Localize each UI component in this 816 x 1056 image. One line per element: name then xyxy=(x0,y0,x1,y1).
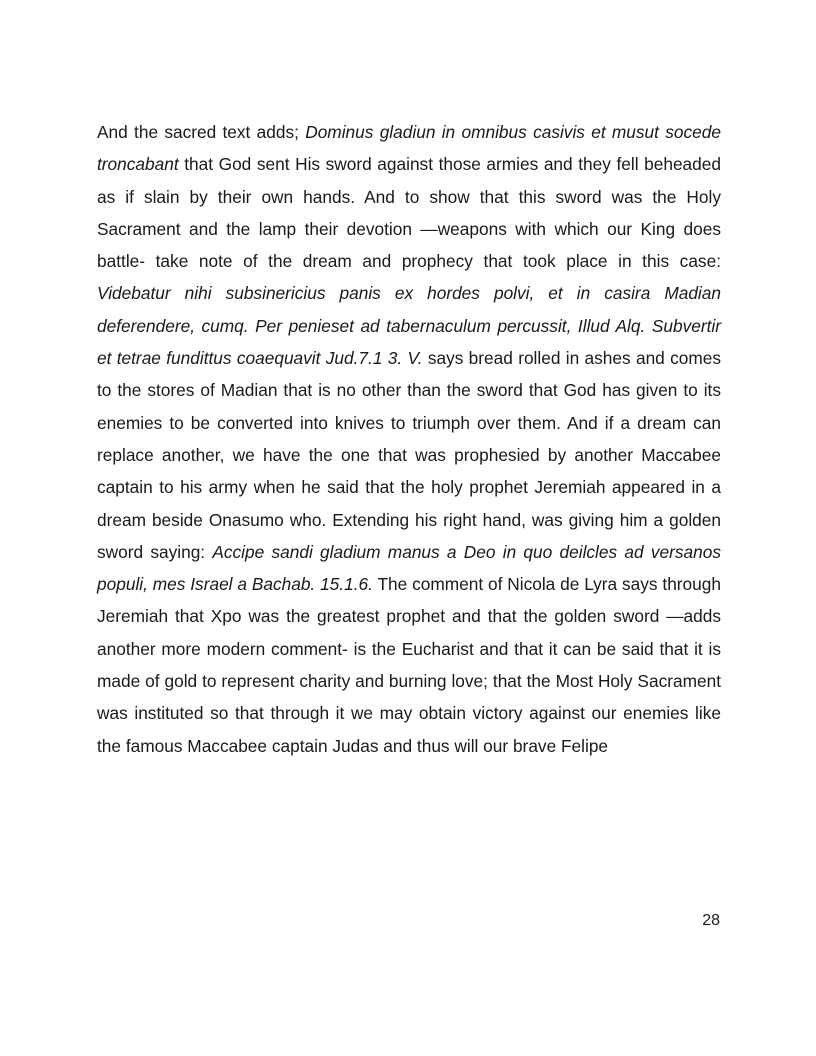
text-segment: says bread rolled in ashes and comes to the stores of Madian that is no other than the sword that God has given to its enemies to be converted into knives to triumph over them. And if a dream can replace another, we have the one that was prophesied by another Maccabee captain to his army when he said that the holy prophet Jeremiah appeared in a dream beside Onasumo who. Extending his right hand, was giving him a golden sword saying: xyxy=(97,348,721,562)
latin-quote: Dominus gladiun in omnibus casivis et musut socede troncabant xyxy=(97,122,721,175)
body-paragraph xyxy=(97,116,721,762)
text-segment: The comment of Nicola de Lyra says through Jeremiah that Xpo was the greatest prophet and that the golden sword —adds another more modern comment- is the Eucharist and that it can be said that it is made of gold to represent charity and burning love; that the Most Holy Sacrament was instituted so that through it we may obtain victory against our enemies like the famous Maccabee captain Judas and thus will our brave Felipe xyxy=(97,574,722,756)
page-number: 28 xyxy=(702,912,720,929)
text-segment: And the sacred text adds; xyxy=(97,122,306,142)
latin-quote: Videbatur nihi subsinericius panis ex hordes polvi, et in casira Madian deferendere, cumq. Per penieset ad tabernaculum percussit, Illud Alq. Subvertir et tetrae fundittus coaequavit Jud.7.1 3. V. xyxy=(97,283,721,369)
text-segment: that God sent His sword against those armies and they fell beheaded as if slain by their own hands. And to show that this sword was the Holy Sacrament and the lamp their devotion —weapons with which our King does battle- take note of the dream and prophecy that took place in this case: xyxy=(97,154,721,272)
latin-quote: Accipe sandi gladium manus a Deo in quo deilcles ad versanos populi, mes Israel a Bachab. 15.1.6. xyxy=(97,541,721,595)
